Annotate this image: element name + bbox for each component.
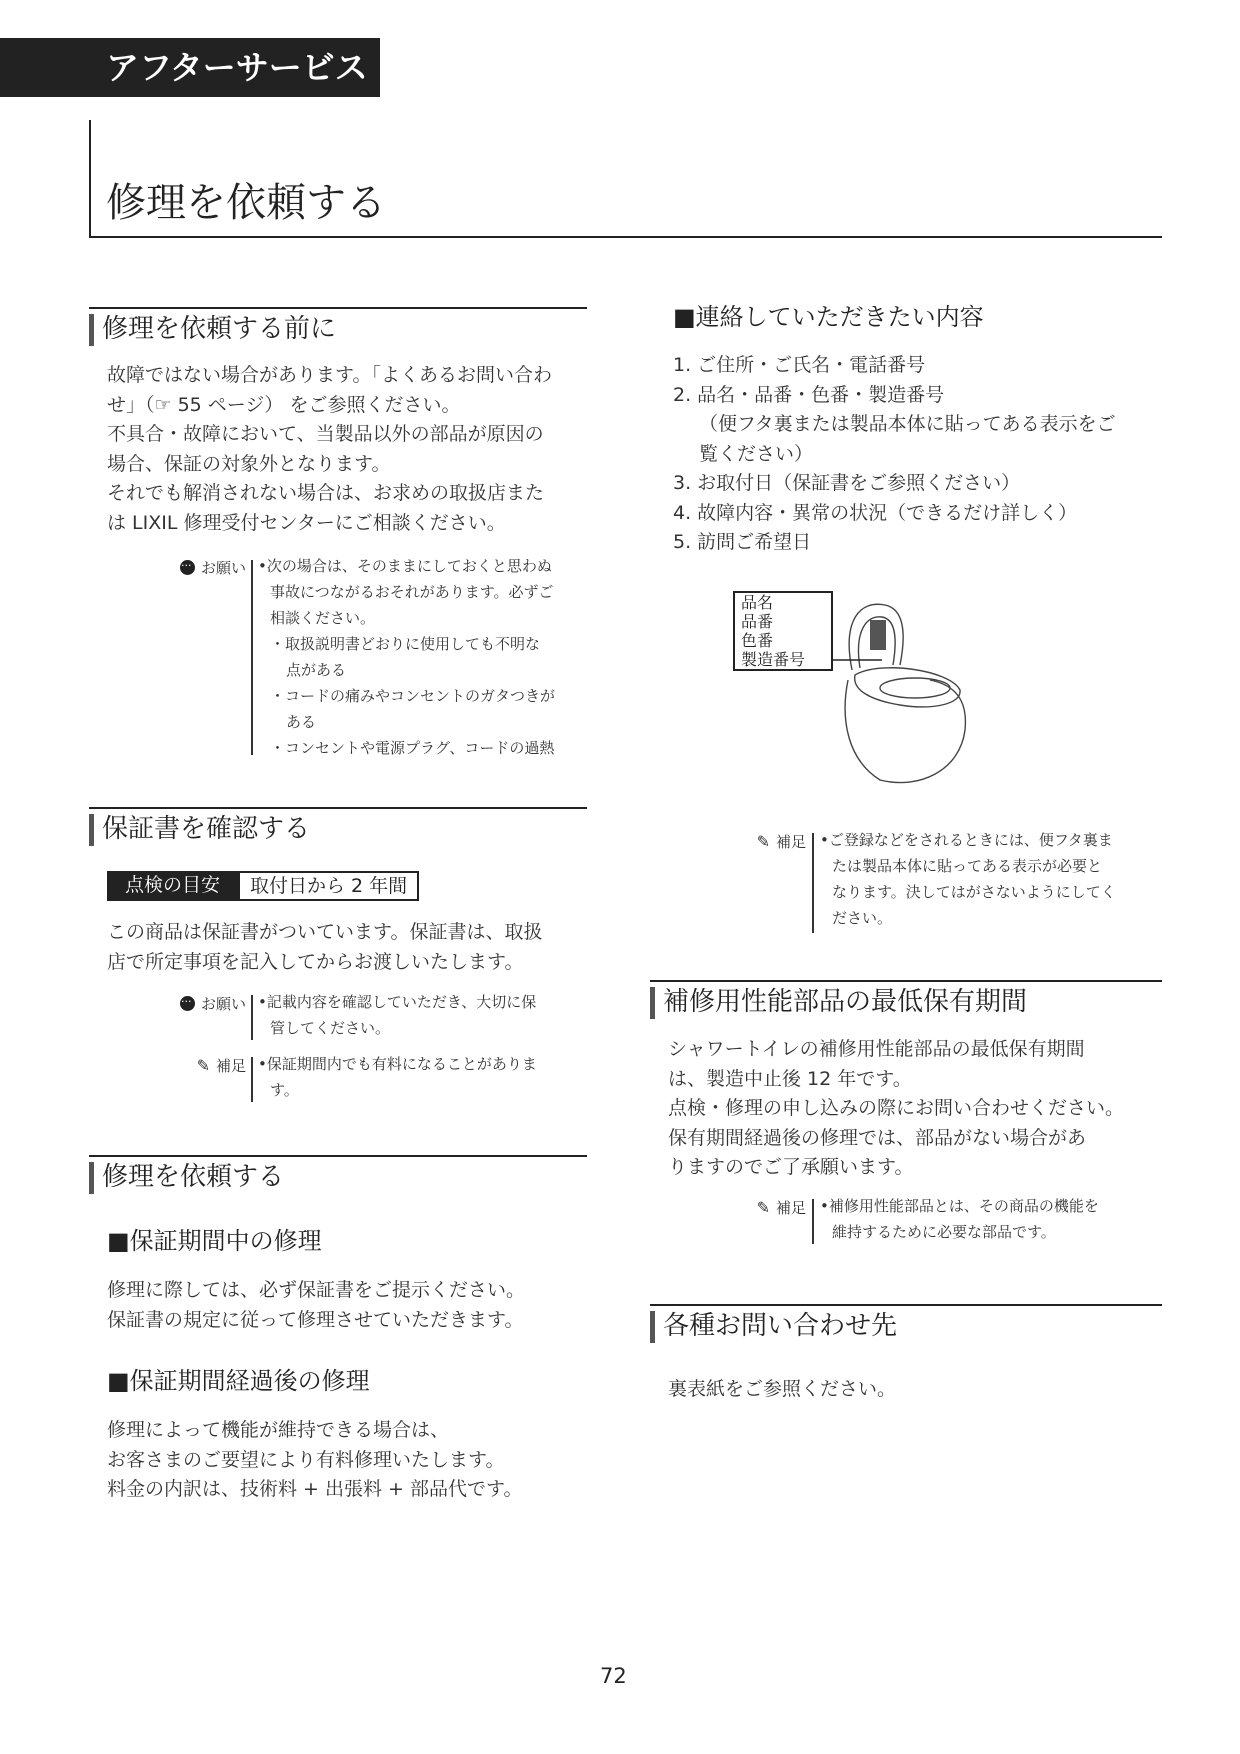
note-label-supplement: ✎ 補足 — [170, 1053, 246, 1079]
request-note-text: •次の場合は、そのままにしておくと思わぬ 事故につながるおそれがあります。必ずご 相談ください。 ・取扱説明書どおりに使用しても不明な 点がある ・コードの痛みやコンセントのガタつきが ある ・コンセントや電源プラグ、コードの過熱 — [258, 557, 556, 757]
note-bar — [812, 833, 814, 933]
before-repair-text: 故障ではない場合があります。「よくあるお問い合わ せ」（☞ 55 ページ） をご参照ください。 不具合・故障において、当製品以外の部品が原因の 場合、保証の対象外となります。 それでも解消されない場合は、お求めの取扱店また は LIXIL 修理受付センターにご相談ください。 — [107, 364, 552, 534]
note-label-request: ···お願い — [170, 555, 246, 581]
page-number: 72 — [600, 1664, 627, 1688]
section-title-before-repair: 修理を依頼する前に — [102, 314, 337, 344]
section-marker — [89, 314, 94, 346]
request-icon — [180, 996, 195, 1011]
in-warranty-text: 修理に際しては、必ず保証書をご提示ください。 保証書の規定に従って修理させていただきます。 — [107, 1279, 526, 1331]
section-marker — [89, 814, 94, 846]
parts-supplement-text: •補修用性能部品とは、その商品の機能を 維持するために必要な部品です。 — [820, 1197, 1099, 1241]
subsection-title-after-warranty: ■保証期間経過後の修理 — [107, 1367, 370, 1395]
section-marker — [650, 987, 655, 1019]
section-title-warranty: 保証書を確認する — [102, 814, 311, 844]
pencil-icon: ✎ — [196, 1056, 210, 1075]
section-title-inquiry: 各種お問い合わせ先 — [663, 1311, 898, 1341]
section-rule — [89, 307, 587, 309]
section-rule — [650, 980, 1162, 982]
pencil-icon: ✎ — [756, 1198, 770, 1217]
section-rule — [89, 1155, 587, 1157]
section-title-request-repair: 修理を依頼する — [102, 1162, 285, 1192]
warranty-text: この商品は保証書がついています。保証書は、取扱 店で所定事項を記入してからお渡しいたします。 — [107, 921, 543, 973]
badge-label: 点検の目安 — [107, 871, 238, 901]
section-tag: アフターサービス — [0, 38, 380, 97]
section-rule — [89, 807, 587, 809]
note-bar — [251, 1057, 253, 1102]
pencil-icon: ✎ — [756, 832, 770, 851]
inspection-badge — [107, 871, 419, 901]
section-rule — [650, 1304, 1162, 1306]
subsection-title-in-warranty: ■保証期間中の修理 — [107, 1227, 322, 1255]
note-bar — [812, 1199, 814, 1244]
note-label-supplement: ✎ 補足 — [736, 1195, 806, 1221]
title-underline — [89, 236, 1162, 238]
toilet-seat — [855, 668, 960, 707]
page-title: 修理を依頼する — [106, 180, 386, 226]
label-sticker — [870, 620, 886, 650]
contact-supplement-text: •ご登録などをされるときには、便フタ裏ま たは製品本体に貼ってある表示が必要と なります。決してはがさないようにしてく ださい。 — [820, 831, 1116, 927]
request-icon — [180, 560, 195, 575]
warranty-request-text: •記載内容を確認していただき、大切に保 管してください。 — [258, 993, 537, 1037]
section-title-parts: 補修用性能部品の最低保有期間 — [663, 987, 1028, 1017]
section-marker — [650, 1311, 655, 1343]
section-marker — [89, 1162, 94, 1194]
note-bar — [251, 995, 253, 1040]
label-box: 品名 品番 色番 製造番号 — [733, 591, 833, 671]
contact-list: 1. ご住所・ご氏名・電話番号 2. 品名・品番・色番・製造番号 （便フタ裏または製品本体に貼ってある表示をご 覧ください） 3. お取付日（保証書をご参照ください） 4. 故障内容・異常の状況（できるだけ詳しく） 5. 訪問ご希望日 — [673, 354, 1116, 553]
inquiry-text: 裏表紙をご参照ください。 — [668, 1378, 897, 1400]
parts-text: シャワートイレの補修用性能部品の最低保有期間 は、製造中止後 12 年です。 点検・修理の申し込みの際にお問い合わせください。 保有期間経過後の修理では、部品がない場合があ りますのでご了承願います。 — [668, 1038, 1125, 1178]
badge-value: 取付日から 2 年間 — [238, 871, 419, 901]
after-warranty-text: 修理によって機能が維持できる場合は、 お客さまのご要望により有料修理いたします。 料金の内訳は、技術料 + 出張料 + 部品代です。 — [107, 1419, 523, 1500]
contact-title: ■連絡していただきたい内容 — [673, 303, 984, 331]
note-label-request: ···お願い — [170, 991, 246, 1017]
warranty-supplement-text: •保証期間内でも有料になることがありま す。 — [258, 1055, 537, 1099]
note-bar — [251, 560, 253, 755]
toilet-body — [845, 680, 965, 783]
note-label-supplement: ✎ 補足 — [736, 829, 806, 855]
title-vertical-rule — [89, 120, 91, 238]
toilet-bowl — [880, 678, 950, 698]
